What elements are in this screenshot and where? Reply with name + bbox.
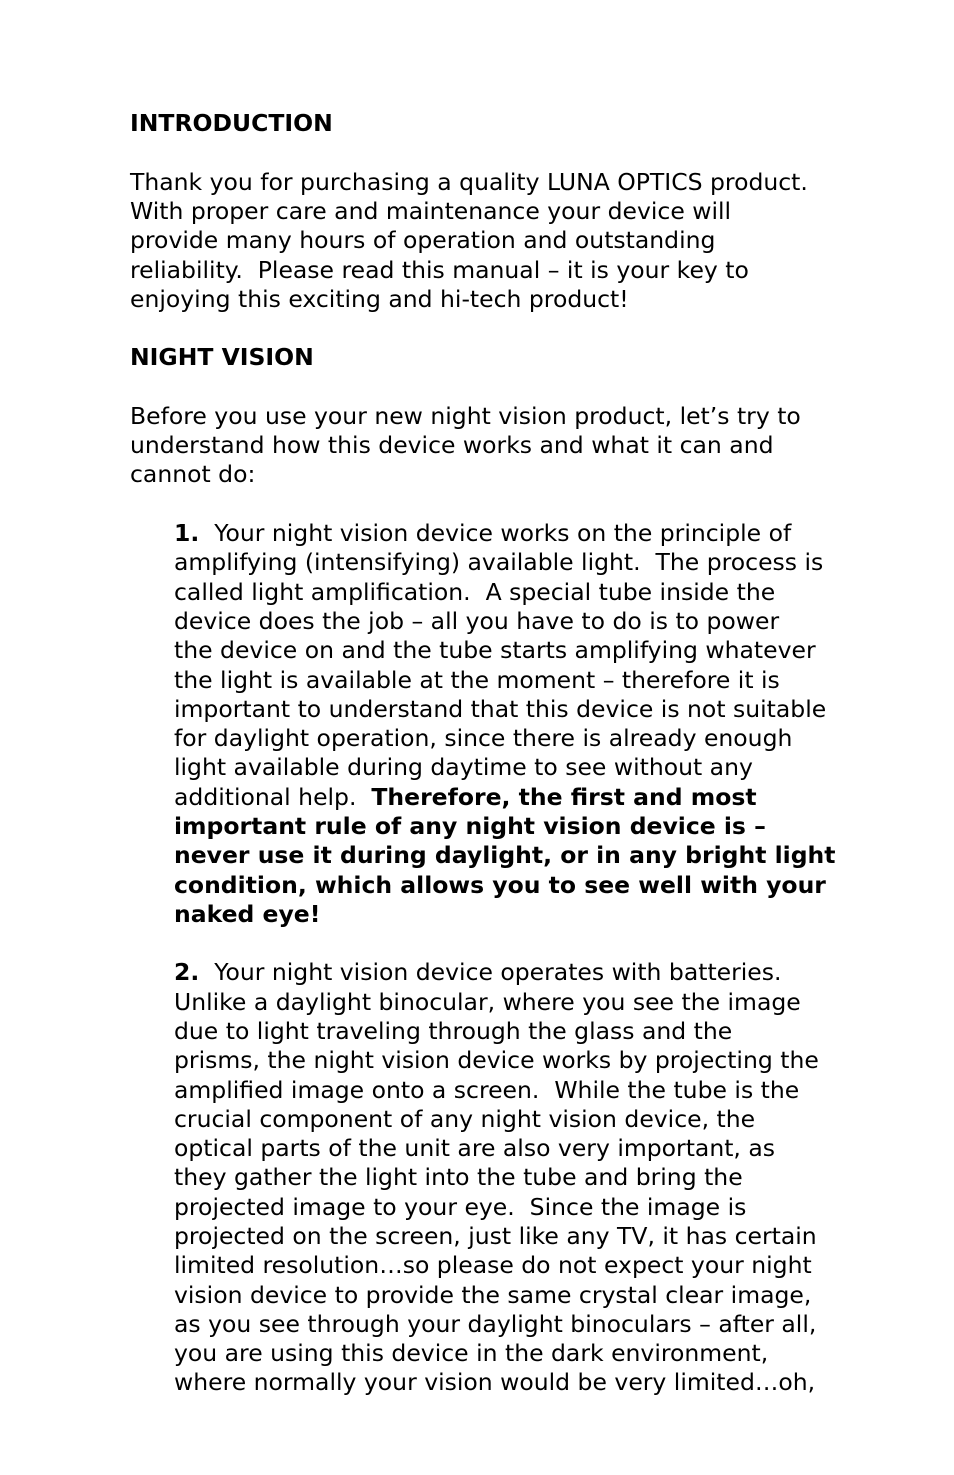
item-text: Your night vision device works on the principle of bbox=[199, 519, 792, 547]
item-1-line: amplifying (intensifying) available light. The process is bbox=[174, 548, 824, 576]
item-2-line: you are using this device in the dark environment, bbox=[174, 1339, 769, 1367]
item-2-line: projected image to your eye. Since the image is bbox=[174, 1193, 747, 1221]
item-2-line: vision device to provide the same crystal clear image, bbox=[174, 1281, 812, 1309]
item-1-line: for daylight operation, since there is already enough bbox=[174, 724, 793, 752]
item-2-line: as you see through your daylight binoculars – after all, bbox=[174, 1310, 817, 1338]
item-1-first-line bbox=[174, 519, 791, 548]
night-vision-line: understand how this device works and what it can and bbox=[130, 431, 774, 459]
item-2-line: prisms, the night vision device works by projecting the bbox=[174, 1046, 819, 1074]
item-text: Your night vision device operates with batteries. bbox=[199, 958, 782, 986]
introduction-line: Thank you for purchasing a quality LUNA OPTICS product. bbox=[130, 168, 808, 196]
item-2-line: limited resolution…so please do not expect your night bbox=[174, 1251, 812, 1279]
item-2-line: projected on the screen, just like any TV, it has certain bbox=[174, 1222, 817, 1250]
introduction-line: enjoying this exciting and hi-tech product! bbox=[130, 285, 629, 313]
introduction-line: reliability. Please read this manual – it is your key to bbox=[130, 256, 749, 284]
item-2-line: optical parts of the unit are also very important, as bbox=[174, 1134, 776, 1162]
item-number: 1. bbox=[174, 519, 200, 547]
item-1-line: important to understand that this device is not suitable bbox=[174, 695, 827, 723]
item-1-bold-line: important rule of any night vision device is – bbox=[174, 812, 766, 840]
item-1-bold-line: never use it during daylight, or in any bright light bbox=[174, 841, 836, 869]
item-2-line: where normally your vision would be very limited…oh, bbox=[174, 1368, 816, 1396]
item-1-line: device does the job – all you have to do is to power bbox=[174, 607, 780, 635]
night-vision-line: Before you use your new night vision product, let’s try to bbox=[130, 402, 801, 430]
item-1-line: the light is available at the moment – therefore it is bbox=[174, 666, 780, 694]
item-1-bold-line: naked eye! bbox=[174, 900, 321, 928]
introduction-heading: INTRODUCTION bbox=[130, 109, 333, 137]
item-2-line: due to light traveling through the glass and the bbox=[174, 1017, 733, 1045]
item-2-line: amplified image onto a screen. While the tube is the bbox=[174, 1076, 800, 1104]
item-1-bold-line: condition, which allows you to see well with your bbox=[174, 871, 826, 899]
item-2-line: Unlike a daylight binocular, where you see the image bbox=[174, 988, 801, 1016]
item-text: additional help. bbox=[174, 783, 372, 811]
night-vision-line: cannot do: bbox=[130, 460, 256, 488]
item-2-first-line bbox=[174, 958, 781, 987]
item-1-line: light available during daytime to see without any bbox=[174, 753, 753, 781]
item-1-line: the device on and the tube starts amplifying whatever bbox=[174, 636, 816, 664]
item-number: 2. bbox=[174, 958, 200, 986]
item-1-mixed-line bbox=[174, 783, 757, 812]
night-vision-heading: NIGHT VISION bbox=[130, 343, 314, 371]
item-2-line: crucial component of any night vision device, the bbox=[174, 1105, 756, 1133]
introduction-line: With proper care and maintenance your device will bbox=[130, 197, 732, 225]
item-1-line: called light amplification. A special tube inside the bbox=[174, 578, 776, 606]
item-2-line: they gather the light into the tube and bring the bbox=[174, 1163, 743, 1191]
introduction-line: provide many hours of operation and outstanding bbox=[130, 226, 716, 254]
item-bold-text: Therefore, the first and most bbox=[371, 783, 757, 811]
